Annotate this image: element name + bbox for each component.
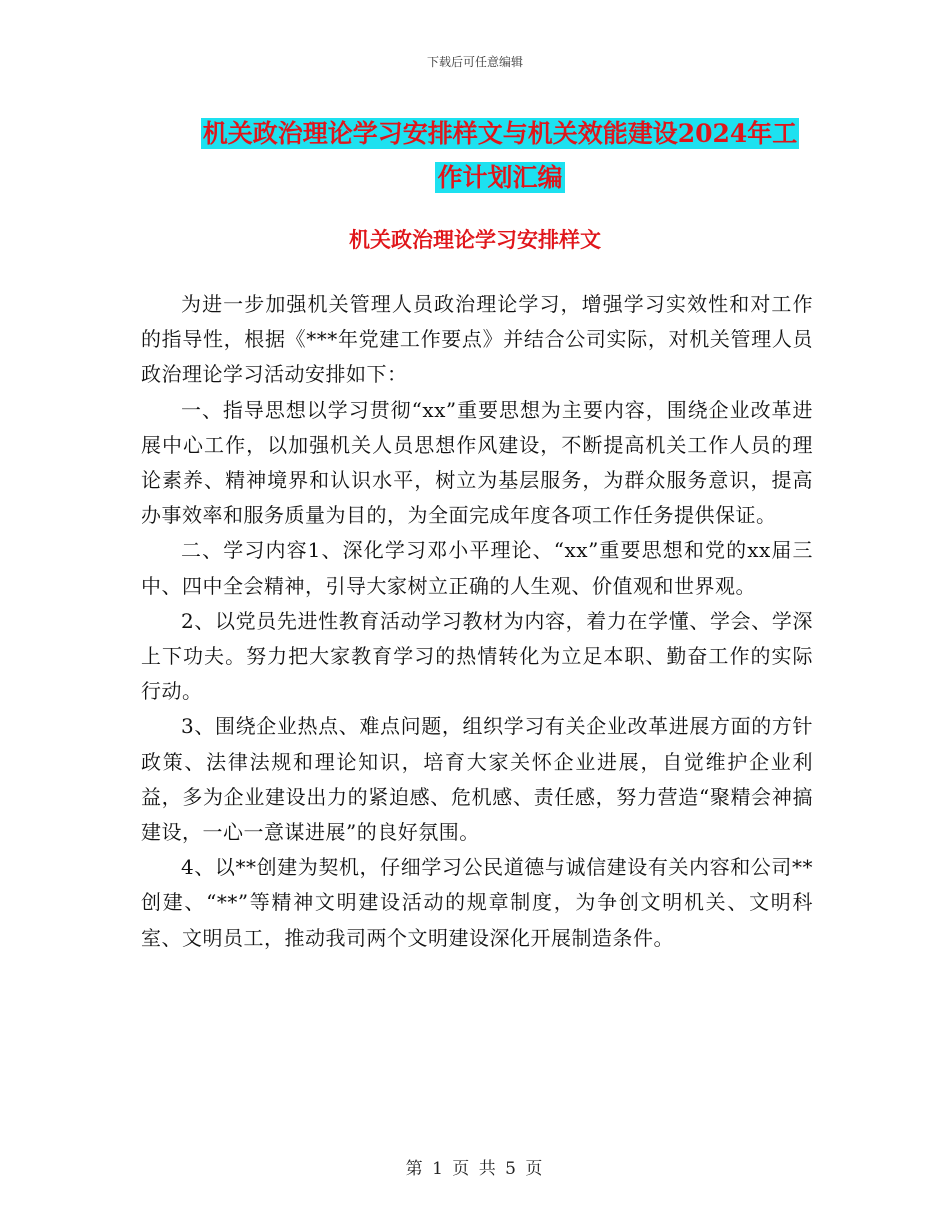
paragraph-study-content-4: 4、以**创建为契机，仔细学习公民道德与诚信建设有关内容和公司**创建、“**”等精神文明建设活动的规章制度，为争创文明机关、文明科室、文明员工，推动我司两个文明建设深化开展制造条件。 (141, 855, 813, 950)
title-line-2-text: 作计划汇编 (437, 163, 563, 192)
paragraph-study-content-2: 2、以党员先进性教育活动学习教材为内容，着力在学懂、学会、学深上下功夫。努力把大家教育学习的热情转化为立足本职、勤奋工作的实际行动。 (141, 608, 813, 704)
paragraph-intro: 为进一步加强机关管理人员政治理论学习，增强学习实效性和对工作的指导性，根据《***年党建工作要点》并结合公司实际，对机关管理人员政治理论学习活动安排如下： (141, 292, 813, 387)
document-title (140, 112, 860, 200)
paragraph-study-content-3: 3、围绕企业热点、难点问题，组织学习有关企业改革进展方面的方针政策、法律法规和理论知识，培育大家关怀企业进展，自觉维护企业利益，多为企业建设出力的紧迫感、危机感、责任感，努力营造“聚精会神搞建设，一心一意谋进展”的良好氛围。 (141, 714, 813, 845)
document-body (141, 287, 813, 956)
title-line-1-text: 机关政治理论学习安排样文与机关效能建设2024年工 (202, 119, 798, 148)
title-line-1 (140, 112, 860, 156)
paragraph-study-content-1: 二、学习内容1、深化学习邓小平理论、“xx”重要思想和党的xx届三中、四中全会精神，引导大家树立正确的人生观、价值观和世界观。 (141, 538, 813, 598)
section-heading: 机关政治理论学习安排样文 (349, 227, 601, 252)
title-line-2 (140, 156, 860, 200)
header-note: 下载后可任意编辑 (426, 55, 523, 69)
paragraph-guiding-thought: 一、指导思想以学习贯彻“xx”重要思想为主要内容，围绕企业改革进展中心工作，以加强机关人员思想作风建设，不断提高机关工作人员的理论素养、精神境界和认识水平，树立为基层服务，为群众服务意识，提高办事效率和服务质量为目的，为全面完成年度各项工作任务提供保证。 (141, 397, 813, 528)
page-number-footer: 第 1 页 共 5 页 (405, 1159, 545, 1179)
